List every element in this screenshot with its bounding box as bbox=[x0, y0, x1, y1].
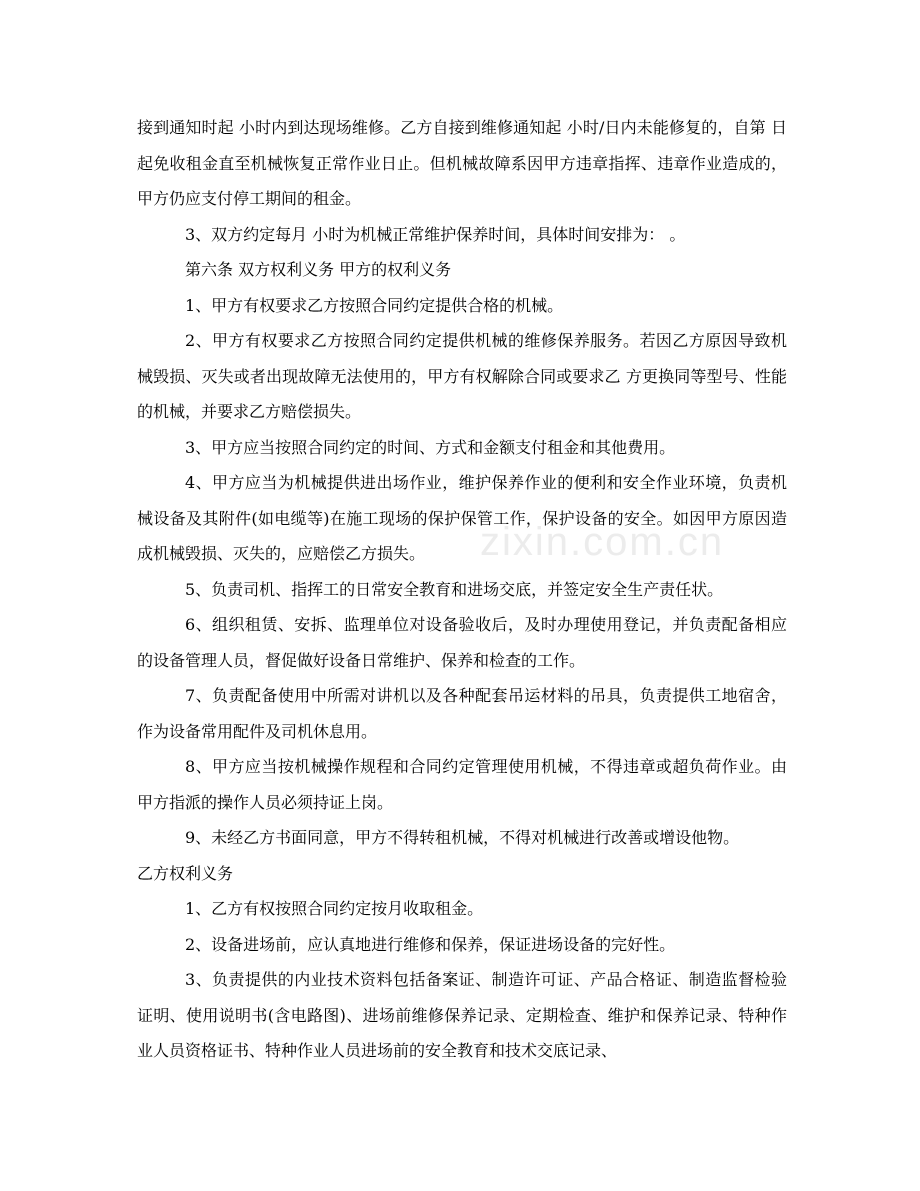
paragraph-party-b-3: 3、负责提供的内业技术资料包括备案证、制造许可证、产品合格证、制造监督检验证明、使用说明书(含电路图)、进场前维修保养记录、定期检查、维护和保养记录、特种作业人员资格证书、特种作业人员进场前的安全教育和技术交底记录、 bbox=[137, 970, 787, 1060]
paragraph-party-b-2: 2、设备进场前，应认真地进行维修和保养，保证进场设备的完好性。 bbox=[185, 934, 676, 954]
section-heading-party-b: 乙方权利义务 bbox=[137, 863, 234, 883]
paragraph-party-a-9: 9、未经乙方书面同意，甲方不得转租机械，不得对机械进行改善或增设他物。 bbox=[185, 828, 740, 847]
paragraph-party-a-3: 3、甲方应当按照合同约定的时间、方式和金额支付租金和其他费用。 bbox=[185, 437, 676, 457]
paragraph-party-a-5: 5、负责司机、指挥工的日常安全教育和进场交底，并签定安全生产责任状。 bbox=[185, 579, 724, 599]
section-heading-article-6: 第六条 双方权利义务 甲方的权利义务 bbox=[185, 260, 452, 279]
paragraph-1: 接到通知时起 小时内到达现场维修。乙方自接到维修通知起 小时/日内未能修复的，自第 日起免收租金直至机械恢复正常作业日止。但机械故障系因甲方违章指挥、违章作业造成的，甲方仍应支付停工期间的租金。 bbox=[137, 118, 787, 208]
paragraph-party-a-8: 8、甲方应当按机械操作规程和合同约定管理使用机械，不得违章或超负荷作业。由甲方指派的操作人员必须持证上岗。 bbox=[137, 757, 787, 812]
paragraph-party-a-4: 4、甲方应当为机械提供进出场作业，维护保养作业的便利和安全作业环境，负责机械设备及其附件(如电缆等)在施工现场的保护保管工作，保护设备的安全。如因甲方原因造成机械毁损、灭失的，应赔偿乙方损失。 bbox=[137, 473, 787, 563]
paragraph-party-a-1: 1、甲方有权要求乙方按照合同约定提供合格的机械。 bbox=[185, 295, 564, 315]
watermark: zixin.com.cn bbox=[480, 520, 725, 564]
paragraph-2: 3、双方约定每月 小时为机械正常维护保养时间，具体时间安排为： 。 bbox=[185, 224, 686, 244]
document-body bbox=[137, 110, 787, 1069]
paragraph-party-a-7: 7、负责配备使用中所需对讲机以及各种配套吊运材料的吊具，负责提供工地宿舍，作为设备常用配件及司机休息用。 bbox=[137, 686, 787, 741]
paragraph-party-b-1: 1、乙方有权按照合同约定按月收取租金。 bbox=[185, 899, 484, 918]
paragraph-party-a-2: 2、甲方有权要求乙方按照合同约定提供机械的维修保养服务。若因乙方原因导致机械毁损、灭失或者出现故障无法使用的，甲方有权解除合同或要求乙 方更换同等型号、性能的机械，并要求乙方赔偿损失。 bbox=[137, 331, 787, 421]
paragraph-party-a-6: 6、组织租赁、安拆、监理单位对设备验收后，及时办理使用登记，并负责配备相应的设备管理人员，督促做好设备日常维护、保养和检查的工作。 bbox=[137, 615, 787, 670]
